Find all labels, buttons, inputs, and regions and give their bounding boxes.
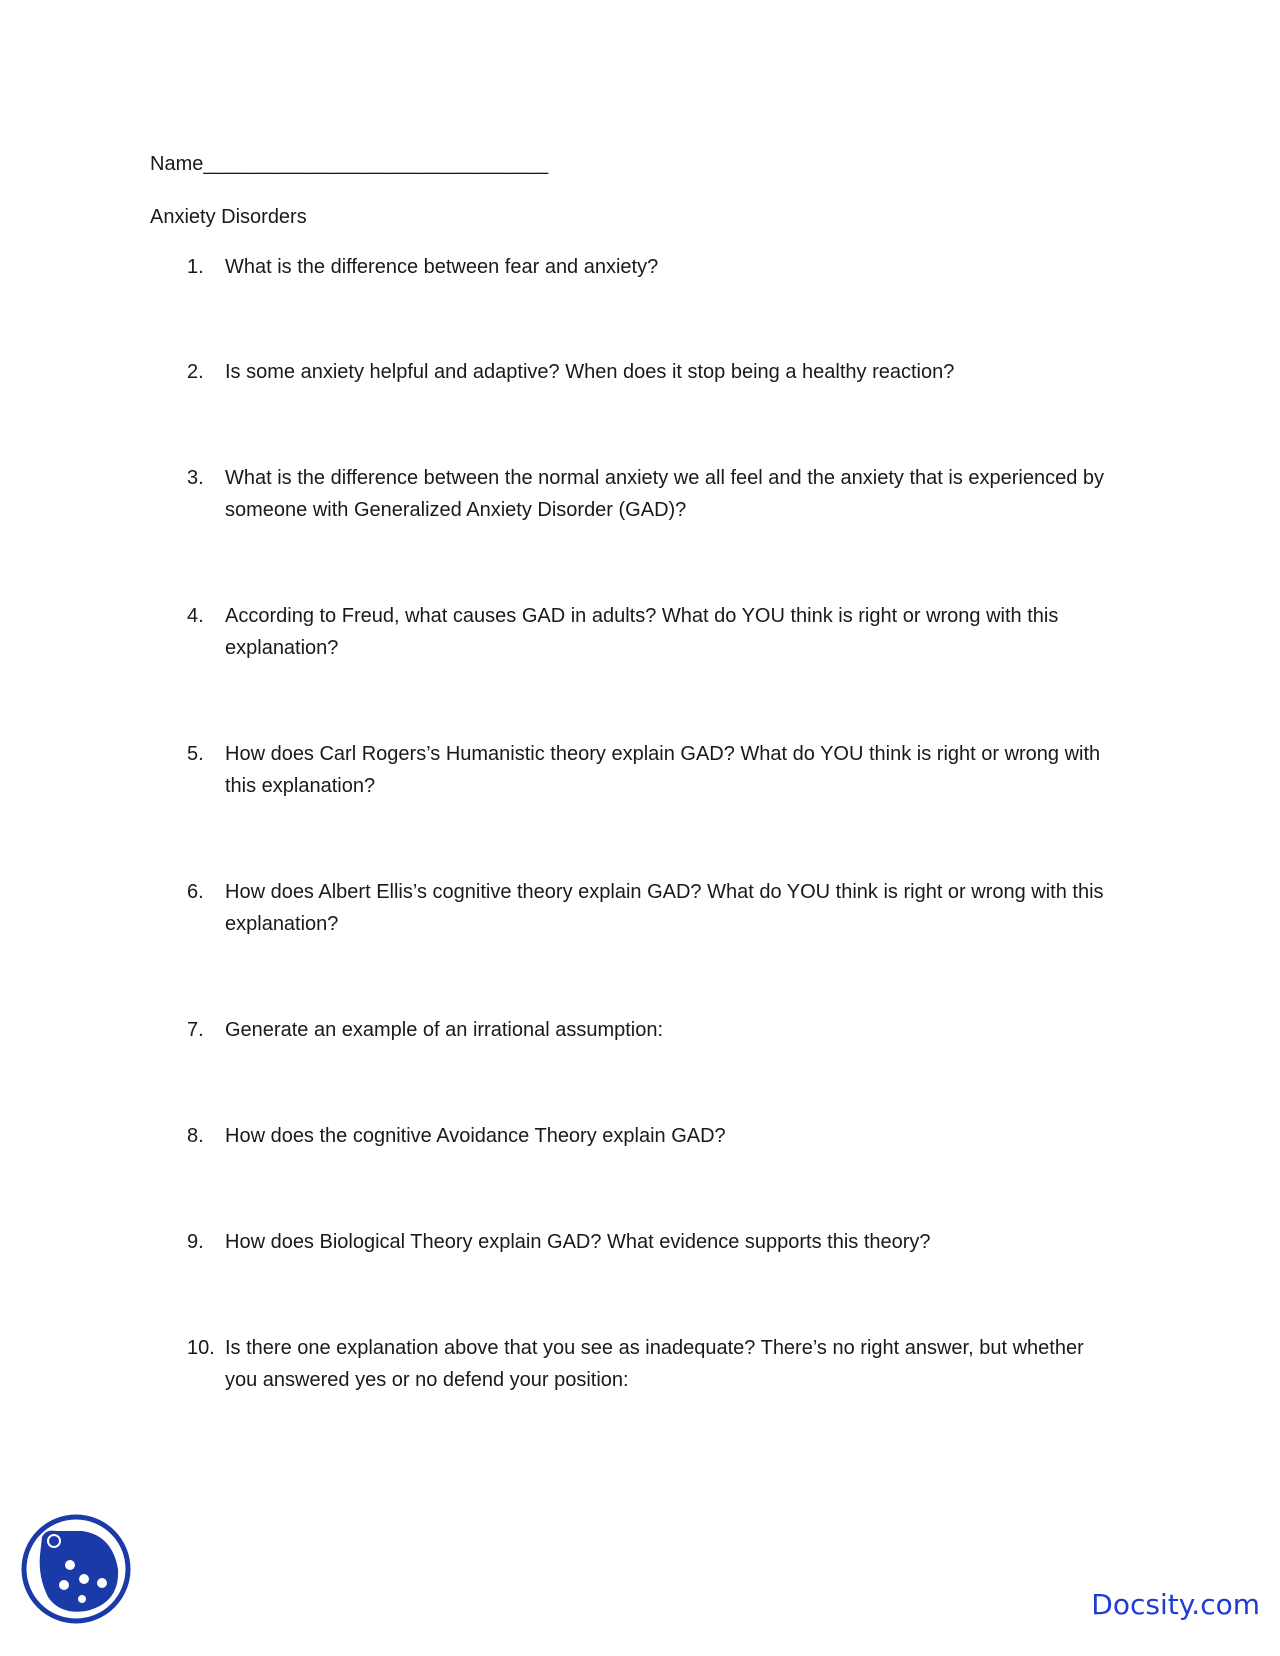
question-item: [187, 876, 1117, 940]
question-text: Generate an example of an irrational assumption:: [225, 1019, 664, 1041]
question-number: 10.: [187, 1337, 215, 1359]
question-item: [187, 1226, 1117, 1258]
question-item: [187, 462, 1117, 526]
question-text: According to Freud, what causes GAD in adults? What do YOU think is right or wrong with this explanation?: [225, 605, 1059, 659]
question-item: [187, 1332, 1117, 1396]
question-number: 8.: [187, 1125, 204, 1147]
question-item: [187, 251, 1117, 283]
question-item: [187, 1014, 1117, 1046]
question-text: Is some anxiety helpful and adaptive? When does it stop being a healthy reaction?: [225, 361, 955, 383]
question-item: [187, 1120, 1117, 1152]
question-number: 4.: [187, 605, 204, 627]
question-number: 5.: [187, 743, 204, 765]
name-field-label: Name_______________________________: [150, 153, 549, 175]
question-number: 6.: [187, 881, 204, 903]
question-text: What is the difference between fear and anxiety?: [225, 256, 659, 278]
question-text: Is there one explanation above that you see as inadequate? There’s no right answer, but whether you answered yes or no defend your position:: [225, 1337, 1084, 1391]
docsity-brand-link[interactable]: Docsity.com: [1091, 1588, 1260, 1621]
question-number: 9.: [187, 1231, 204, 1253]
question-number: 3.: [187, 467, 204, 489]
question-text: How does Biological Theory explain GAD? What evidence supports this theory?: [225, 1231, 931, 1253]
question-number: 1.: [187, 256, 204, 278]
question-item: [187, 600, 1117, 664]
question-number: 2.: [187, 361, 204, 383]
question-text: How does Carl Rogers’s Humanistic theory explain GAD? What do YOU think is right or wrong with this explanation?: [225, 743, 1101, 797]
question-item: [187, 356, 1117, 388]
docsity-logo-graphic: [20, 1513, 132, 1625]
question-text: How does Albert Ellis’s cognitive theory explain GAD? What do YOU think is right or wrong with this explanation?: [225, 881, 1104, 935]
docsity-logo-icon[interactable]: [20, 1513, 132, 1625]
question-number: 7.: [187, 1019, 204, 1041]
question-text: How does the cognitive Avoidance Theory explain GAD?: [225, 1125, 726, 1147]
page-title: Anxiety Disorders: [150, 206, 307, 228]
question-item: [187, 738, 1117, 802]
question-text: What is the difference between the normal anxiety we all feel and the anxiety that is experienced by someone with Generalized Anxiety Disorder (GAD)?: [225, 467, 1105, 521]
